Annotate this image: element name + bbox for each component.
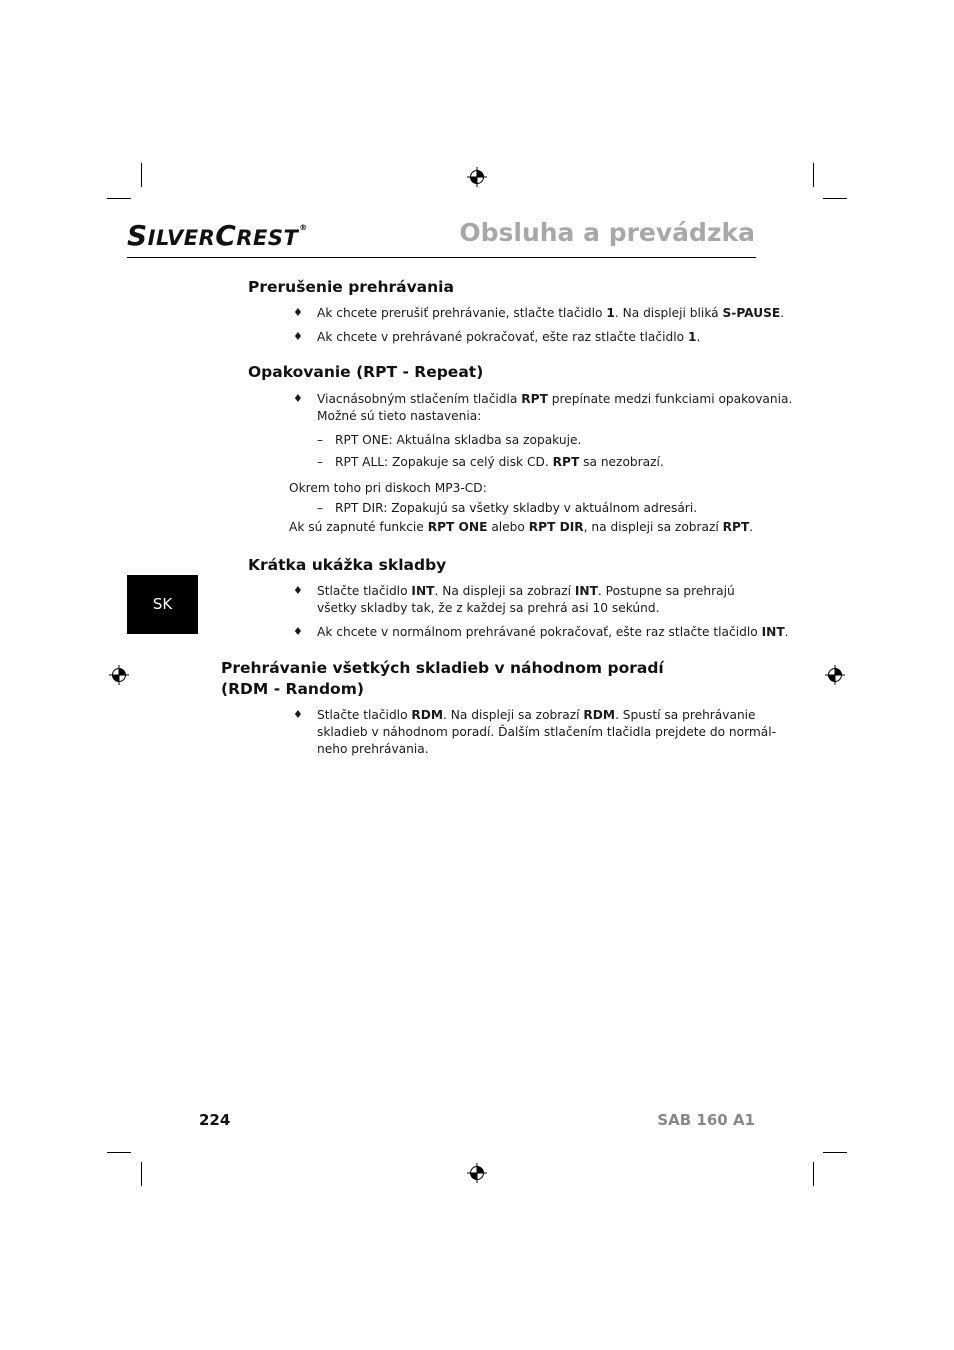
bullet-icon: ♦ [293,708,303,721]
registration-mark-icon [825,665,845,685]
section-heading-random: Prehrávanie všetkých skladieb v náhodnom poradí (RDM - Random) [221,659,664,698]
crop-mark [107,1152,131,1153]
section-heading-repeat: Opakovanie (RPT - Repeat) [248,363,484,381]
crop-mark [813,163,814,187]
list-item: Viacnásobným stlačením tlačidla RPT prepínate medzi funkciami opakovania. Možné sú tieto nastavenia: [317,392,793,423]
bullet-icon: ♦ [293,392,303,405]
registration-mark-icon [467,1163,487,1183]
paragraph: Ak sú zapnuté funkcie RPT ONE alebo RPT DIR, na displeji sa zobrazí RPT. [289,520,754,534]
dash-icon: – [317,455,323,469]
bullet-icon: ♦ [293,625,303,638]
language-tab: SK [127,575,198,634]
section-heading-pause: Prerušenie prehrávania [248,278,454,296]
list-item: Stlačte tlačidlo RDM. Na displeji sa zobrazí RDM. Spustí sa prehrávanie skladieb v náhodnom poradí. Ďalším stlačením tlačidla prejdete do normál- neho prehrávania. [317,708,777,756]
page-title: Obsluha a prevádzka [459,218,755,247]
list-item: Ak chcete prerušiť prehrávanie, stlačte tlačidlo 1. Na displeji bliká S-PAUSE. [317,306,785,320]
list-item: Ak chcete v normálnom prehrávané pokračovať, ešte raz stlačte tlačidlo INT. [317,625,789,639]
crop-mark [141,1162,142,1186]
crop-mark [823,198,847,199]
registration-mark-icon [467,167,487,187]
section-heading-intro: Krátka ukážka skladby [248,556,447,574]
list-item: Ak chcete v prehrávané pokračovať, ešte raz stlačte tlačidlo 1. [317,330,701,344]
crop-mark [141,163,142,187]
registration-mark-icon [109,665,129,685]
model-label: SAB 160 A1 [657,1111,755,1129]
list-item: RPT ALL: Zopakuje sa celý disk CD. RPT sa nezobrazí. [335,455,664,469]
brand-logo: SILVERCREST® [127,219,308,252]
crop-mark [823,1152,847,1153]
header-rule [127,257,756,258]
dash-icon: – [317,433,323,447]
crop-mark [107,198,131,199]
bullet-icon: ♦ [293,330,303,343]
list-item: Stlačte tlačidlo INT. Na displeji sa zobrazí INT. Postupne sa prehrajú všetky skladby tak, že z každej sa prehrá asi 10 sekúnd. [317,584,735,615]
crop-mark [813,1162,814,1186]
list-item: RPT ONE: Aktuálna skladba sa zopakuje. [335,433,582,447]
list-item: RPT DIR: Zopakujú sa všetky skladby v aktuálnom adresári. [335,501,698,515]
paragraph: Okrem toho pri diskoch MP3-CD: [289,481,487,495]
bullet-icon: ♦ [293,584,303,597]
dash-icon: – [317,501,323,515]
page-number: 224 [199,1111,231,1129]
bullet-icon: ♦ [293,306,303,319]
